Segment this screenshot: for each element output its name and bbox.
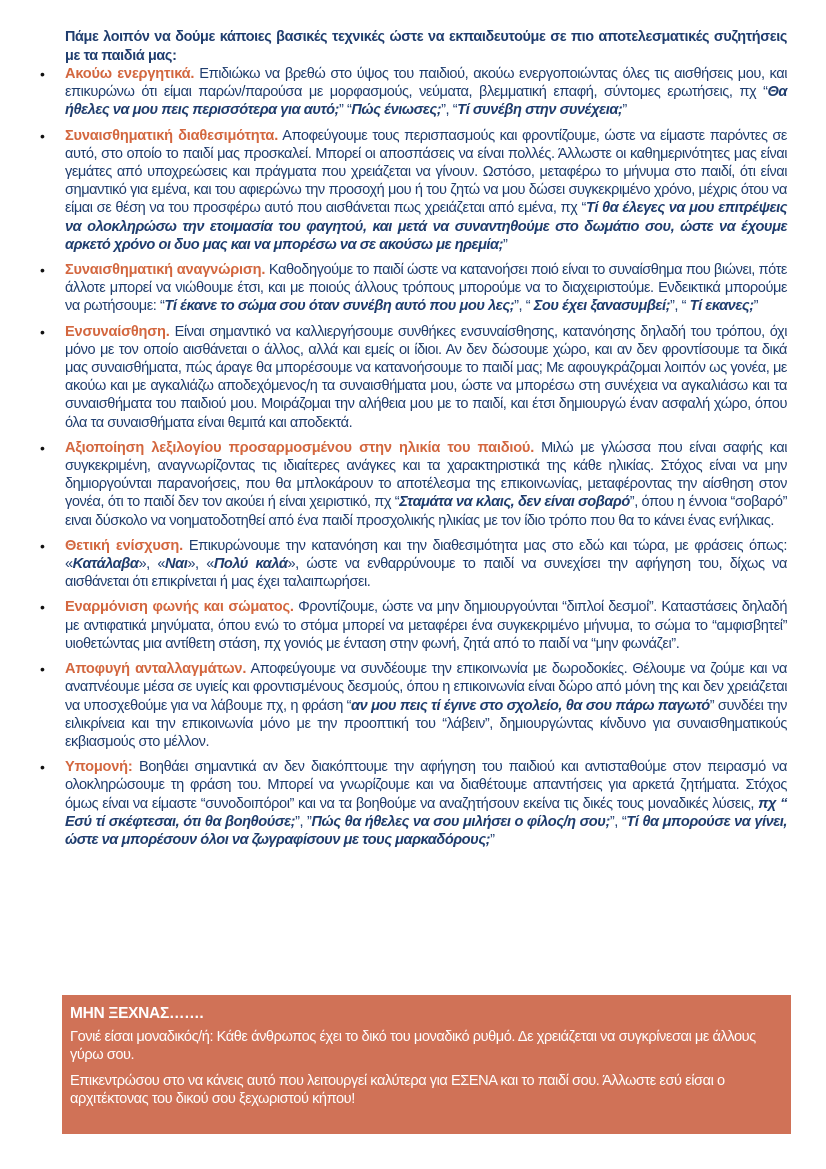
bullet-icon: • (40, 262, 45, 279)
technique-text: Φροντίζουμε, ώστε να μην δημιουργούνται “διπλοί δεσμοί”. Καταστάσεις δηλαδή με αντιφατικά μηνύματα, όπου ενώ το στόμα μπορεί να μεταφέρει ένα συγκεκριμένο μήνυμα, το σώμα το “αμφισβητεί” υιοθετώντας μια αντίθετη στάση, πχ γονιός με ένταση στην φωνή, ζητά από το παιδί να “μην φωνάζει”. (65, 599, 787, 652)
example-quote: Τί θα μπορούσε να γίνει, ώστε να μπορέσουν όλοι να ζωγραφίσουν με τους μαρκαδόρους; (65, 813, 788, 848)
technique-heading: Υπομονή: (65, 759, 133, 776)
technique-text: Είναι σημαντικό να καλλιεργήσουμε συνθήκες ενσυναίσθησης, κατανόησης δηλαδή του τρόπου, όχι μόνο με τον οποίο αισθάνεται ο άλλος, αλλά και εμείς οι ίδιοι. Αν δεν δώσουμε χώρο, και αν δεν φροντίσουμε τα δικά μας συναισθήματα, πώς άραγε θα μπορέσουμε να κατανοήσουμε το παιδί μας; Με αφουγκράζομαι λοιπόν ως γονέα, με ακούω και με αγκαλιάζω αποδεχόμενος/η τα συναισθήματα μου, ώστε να μπορέσω στη συνέχεια να αγκαλιάσω και τα συναισθήματα του παιδιού μου. Μοιράζομαι την αλήθεια μου με το παιδί, και έτσι δημιουργώ έναν ασφαλή χώρο, όπου όλα τα συναισθήματα είναι θεμιτά και αποδεκτά. (65, 323, 787, 431)
technique-text: Μιλώ με γλώσσα που είναι σαφής και συγκεκριμένη, αναγνωρίζοντας τις ιδιαίτερες ανάγκες και τα χαρακτηριστικά της κάθε ηλικίας. Στόχος είναι να μην δημιοργούνται παρανοήσεις, που θα μπλοκάρουν το αποτέλεσμα της επικοινωνίας, μεταφέροντας την αίσθηση στον γονέα, ότι το παιδί δεν τον ακούει ή είναι χειριστικό, πχ “ (65, 439, 787, 511)
bullet-icon: • (40, 759, 45, 776)
technique-text: ” “ (338, 102, 352, 119)
technique-text: ” (753, 298, 759, 315)
technique-text: Αποφεύγουμε να συνδέουμε την επικοινωνία με δωροδοκίες. Θέλουμε να ζούμε και να αναπνέουμε μέσα σε υγιείς και φροντισμένους δεσμούς, όπου η επικοινωνία είναι δώρο από μόνη της και δεν χρειάζεται να υποσχεθούμε για να λάβουμε πχ, η φράση “ (65, 661, 787, 714)
technique-text: Επικυρώνουμε την κατανόηση και την διαθεσιμότητα μας στο εδώ και τώρα, με φράσεις όπως: « (65, 537, 787, 573)
example-quote: Σταμάτα να κλαις, δεν είναι σοβαρό (399, 494, 630, 511)
reminder-paragraph: Γονιέ είσαι μοναδικός/ή: Κάθε άνθρωπος έχει το δικό του μοναδικό ρυθμό. Δε χρειάζεται να συγκρίνεσαι με άλλους γύρω σου. (70, 1029, 756, 1064)
techniques-list (0, 65, 826, 856)
technique-heading: Εναρμόνιση φωνής και σώματος. (65, 599, 294, 616)
reminder-box (62, 995, 791, 1134)
list-item (40, 65, 788, 120)
list-item (40, 323, 787, 432)
technique-heading: Συναισθηματική διαθεσιμότητα. (65, 127, 279, 144)
example-quote: Τί θα έλεγες να μου επιτρέψεις να ολοκληρώσω την ετοιμασία του φαγητού, και μετά να συναντηθούμε στο δωμάτιο σου, ώστε να έχουμε αρκετό χρόνο οι δυο μας και να μπορέσω να σε ακούσω με ηρεμία; (65, 200, 788, 253)
example-quote: πχ “ Εσύ τί σκέφτεσαι, ότι θα βοηθούσε; (65, 795, 787, 830)
technique-text: Καθοδηγούμε το παιδί ώστε να κατανοήσει ποιό είναι το συναίσθημα που βιώνει, πότε άλλοτε μπορεί να νιώθουμε έτσι, και με ποιούς άλλους τρόπους μπορούμε να το διαχειριστούμε. Ενδεικτικά μπορούμε να ρωτήσουμε: “ (65, 262, 787, 315)
example-quote: Τί έκανε το σώμα σου όταν συνέβη αυτό που μου λες; (164, 298, 515, 315)
technique-text: ”, ” (295, 813, 312, 830)
bullet-icon: • (40, 439, 45, 456)
technique-heading: Συναισθηματική αναγνώριση. (65, 262, 266, 279)
technique-text: Επιδιώκω να βρεθώ στο ύψος του παιδιού, ακούω ενεργοποιώντας όλες τις αισθήσεις μου, και επικυρώνω ότι είμαι παρών/παρούσα με μορφασμούς, νεύματα, βλεμματική επαφή, σύντομες ερωτήσεις, πχ “ (65, 66, 788, 101)
example-quote: Τί εκανες; (689, 298, 754, 315)
technique-text: ”, “ (441, 102, 458, 119)
example-quote: Τί συνέβη στην συνέχεια; (457, 102, 623, 119)
technique-heading: Θετική ενίσχυση. (65, 537, 183, 554)
technique-text: ”, “ (609, 813, 627, 830)
example-quote: Κατάλαβα (72, 556, 139, 573)
list-item (40, 261, 787, 316)
technique-heading: Ακούω ενεργητικά. (65, 66, 195, 82)
bullet-icon: • (40, 66, 45, 82)
reminder-paragraph: Επικεντρώσου στο να κάνεις αυτό που λειτουργεί καλύτερα για ΕΣΕΝΑ και το παιδί σου. Άλλωστε εσύ είσαι ο αρχιτέκτονας του δικού σου ξεχωριστού κήπου! (70, 1072, 725, 1107)
example-quote: Σου έχει ξανασυμβεί; (533, 298, 670, 315)
technique-text: », « (138, 556, 166, 573)
bullet-icon: • (40, 323, 45, 340)
reminder-title: ΜΗΝ ΞΕΧΝΑΣ……. (70, 1005, 204, 1022)
technique-text: », ώστε να ενθαρρύνουμε το παιδί να συνεχίσει την αφήγηση του, δίχως να αισθάνεται ότι επικρίνεται ή μας έχει ταλαιπωρήσει. (65, 556, 787, 591)
example-quote: Πολύ καλά (213, 556, 288, 573)
technique-text: ” (490, 831, 495, 848)
intro-paragraph: Πάμε λοιπόν να δούμε κάποιες βασικές τεχνικές ώστε να εκπαιδευτούμε σε πιο αποτελεσματικές συζητήσεις με τα παιδιά μας: (65, 29, 787, 64)
list-item (40, 758, 788, 849)
list-item (40, 127, 788, 254)
list-item (40, 598, 787, 653)
technique-text: ” συνδέει την ειλικρίνεια και την επικοινωνία μόνο με την προοπτική του “λάβειν”, δημιουργώντας κίνδυνο για συναισθηματικούς εκβιασμούς στο μέλλον. (65, 697, 787, 750)
example-quote: αν μου πεις τί έγινε στο σχολείο, θα σου πάρω παγωτό (351, 697, 710, 714)
technique-heading: Αξιοποίηση λεξιλογίου προσαρμοσμένου στην ηλικία του παιδιού. (65, 439, 535, 456)
example-quote: Πώς ένιωσες; (351, 102, 442, 119)
technique-text: Βοηθάει σημαντικά αν δεν διακόπτουμε την αφήγηση του παιδιού και αντισταθούμε στον πειρασμό να ολοκληρώσουμε τη φράση του. Μπορεί να γνωρίζουμε και να διαθέτουμε απαντήσεις για αρκετά ζητήματα. Στόχος όμως είναι να είμαστε “συνοδοιπόροι” και να τα βοηθούμε να αναζητήσουν εκείνα τις δικές τους μοναδικές λύσεις, (65, 759, 787, 812)
bullet-icon: • (40, 661, 45, 678)
list-item (40, 439, 787, 530)
list-item (40, 537, 787, 592)
technique-heading: Ενσυναίσθηση. (65, 323, 170, 340)
example-quote: Θα ήθελες να μου πεις περισσότερα για αυτό; (65, 84, 787, 119)
bullet-icon: • (40, 599, 45, 616)
technique-text: ”, “ (514, 298, 534, 315)
example-quote: Πώς θα ήθελες να σου μιλήσει ο φίλος/η σου; (311, 813, 610, 830)
technique-text: Αποφεύγουμε τους περισπασμούς και φροντίζουμε, ώστε να είμαστε παρόντες σε αυτό, στο οποίο το παιδί μας προσκαλεί. Μπορεί οι αποσπάσεις να είναι πολλές. Άλλωστε οι καθημερινότητες μας είναι γεμάτες από υποχρεώσεις και πράγματα που χρειάζεται να γίνουν. Ωστόσο, μεταφέρω το μήνυμα στο παιδί, ότι είναι σημαντικό για εμένα, και του αφιερώνω την προσοχή μου ή του ζητώ να μου δώσει συγκεκριμένο χρόνο, μέχρις ότου να είμαι σε θέση να του προσφέρω αυτό που αισθάνεται πως χρειάζεται από εμένα, πχ “ (65, 127, 787, 217)
technique-text: ” (503, 236, 508, 253)
bullet-icon: • (40, 127, 45, 144)
list-item (40, 660, 787, 751)
technique-heading: Αποφυγή ανταλλαγμάτων. (65, 661, 247, 678)
technique-text: », « (187, 556, 214, 573)
example-quote: Ναι (165, 556, 188, 573)
bullet-icon: • (40, 537, 45, 554)
technique-text: ” (622, 102, 627, 119)
technique-text: ”, όπου η έννοια “σοβαρό” ειναι δύσκολο να νοηματοδοτηθεί από ένα παιδί προσχολικής ηλικίας με τον ίδιο τρόπο που θα το κάνει ένας ενήλικας. (65, 494, 787, 529)
technique-text: ”, “ (669, 298, 690, 315)
